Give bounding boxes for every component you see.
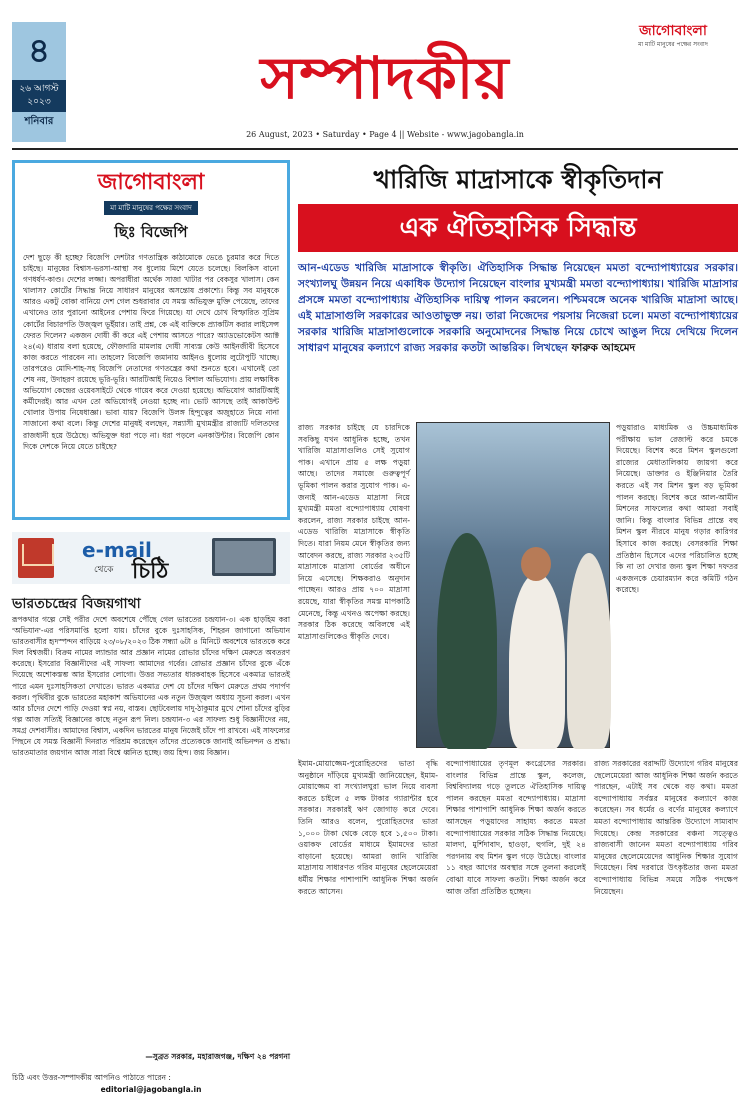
- page-number-tab: [12, 22, 66, 142]
- photo-figure-center: [509, 573, 565, 749]
- page-number: ৪: [27, 31, 51, 71]
- mailbox-icon: [18, 538, 54, 578]
- email-banner: [12, 532, 290, 584]
- masthead-text: সম্পাদকীয়: [260, 44, 510, 112]
- brand-tagline: মা মাটি মানুষের পক্ষের সংবাদ: [638, 41, 708, 48]
- article-headline: খারিজি মাদ্রাসাকে স্বীকৃতিদান: [373, 165, 663, 194]
- article-column-5: রাজ্য সরকারের বরাদ্দটি উদ্যোগে গরিব মানুষের ছেলেমেয়েরা আজ আধুনিক শিক্ষা অর্জন করতে পারছেন, এটাই সব থেকে বড় কথা। মমতা বন্দ্যোপাধ্যায় সর্বস্তর মানুষের কল্যাণে কাজ করেছেন। সব ধর্মের ও বর্ণের মানুষের কল্যাণে মমতা বন্দ্যোপাধ্যায় আন্তরিক উদ্যোগে সাম্যবাদ দিয়েছে। কেন্দ্র সরকারের বঞ্চনা সত্ত্বেও রাজ্যবাসী জানেন মমতা বন্দ্যোপাধ্যায় গরিব মানুষের ছেলেমেয়েদের আধুনিক শিক্ষার সুযোগ দিয়েছেন। বিশ্ব দরবারে উৎকৃষ্টতার জন্য মমতা বন্দ্যোপাধ্যায় বিভিন্ন সময়ে সঠিক পদক্ষেপ নিয়েছেন।: [594, 759, 738, 896]
- letter-signature: —সুব্রত সরকার, মহারাজগঞ্জ, দক্ষিণ ২৪ পরগনা: [145, 1052, 290, 1061]
- editorial-body: দেশ ছুড়ে কী হচ্ছে? বিজেপি দেশটার গণতান্ত্রিক কাঠামোকে ভেঙে চুরমার করে দিতে চাইছে। মানুষের বিশ্বাস-ভরসা-আস্থা সব ধুলোয় মিশে যেতে চলেছে। বিলকিস বানো গণধর্ষণ-কাণ্ড। দেশের লজ্জা। অপরাধীরা অর্থেক সাজা খাটার পর বেকসুর খালাস। কেন খালাস? কোর্টের সিদ্ধান্ত নিয়ে সাধারণ মানুষের অসন্তোষ প্রকাশ্যে। কিন্তু সব মানুষকে আরও একটু বোকা বানিয়ে দেশ গেল শুধরাবার যে সমস্ত অভিযুক্ত মুক্তি পেয়েছে, তাদের এখানেও তার পুরানো আইনের পেশায় ফিরে গিয়েছে। যা দেখে চোখ বিস্ফারিত সুপ্রিম কোর্টের বিচারপতি উজ্জ্বল ভূইঁয়ার। তাই প্রশ্ন, কে এই ব্যক্তিকে প্র্যাকটিস করার লাইসেন্স ফেরত দিলেন? একজন দোষী কী করে এই পেশায় আসতে পারে? অ্যাডভোকেটস অ্যাক্ট ২৪(এ) ধারায় বলা হয়েছে, ফৌজদারি মামলায় দোষী সাব্যস্ত কেউ আইনজীবী হিসেবে কাজ করতে পারবেন না। তাহলে? বিজেপি জমানায় আইনও ধুলোয় লুটোপুটি খাচ্ছে। তারপরেও মোদি-শাহ-সহ বিজেপি নেতাদের গণতন্ত্রের কথা শুনতে হবে। এখানেই তো শেষ নয়, উদাহরণ রয়েছে ভূরি-ভূরি। আরটিআই নিয়েও বিশাল অভিযোগ। প্রায় লক্ষাধিক অভিযোগ কেন্দ্রের ওয়েবসাইটে থেকে গায়েব করে দেওয়া হয়েছে। অভিযোগ আরটিআই কর্মীদেরই। আর এখন তো অভিযোগই নেওয়া হচ্ছে না। ভোট আসছে তাই আকাউন্ট খোলার উপায় নিষেধাজ্ঞা। ভাবা যায়? বিজেপি উলঙ্গ হিন্দুত্বের অজুহাতে নিয়ে নানা সাজানো কথা বলে। কিন্তু দেশের মানুষই বলছেন, সন্ন্যাসী মুখ্যমন্ত্রীর রাজ্যটি দলিতদের রাজধানী হয়ে উঠেছে। অভিযুক্ত ধরা পড়ে না। ধরা পড়লে এনকাউন্টার। বিজেপি কোন দিকে দেশকে নিয়ে যেতে চাইছে?: [23, 253, 279, 451]
- email-label: e-mail: [82, 538, 152, 562]
- left-column: [12, 160, 290, 1094]
- article-column-4: বন্দ্যোপাধ্যায়ের তৃণমূল কংগ্রেসের সরকার। বাংলার বিভিন্ন প্রান্তে স্কুল, কলেজ, বিশ্ববিদ্যালয় গড়ে তুলতে ঐতিহাসিক দায়িত্ব পালন করছেন মমতা বন্দ্যোপাধ্যায়। মাদ্রাসা শিক্ষার পাশাপাশি আধুনিক শিক্ষা অর্জন করতে আসছেন পড়ুয়াদের সাহায্য করতে মমতা বন্দ্যোপাধ্যায়ের সরকার সঠিক সিদ্ধান্ত নিয়েছে। মালদা, মুর্শিদাবাদ, হাওড়া, হুগলি, দুই ২৪ পরগনায় বহু মিশন স্কুল গড়ে উঠেছে। বাংলার ১১ বছর আগের অবস্থার সঙ্গে তুলনা করলেই বোঝা যাবে সাফল্য কতটা। শিক্ষা অর্জন করে আজ তাঁরা প্রতিষ্ঠিত হচ্ছেন।: [446, 759, 586, 896]
- brand-logo: [618, 22, 728, 49]
- editorial-title: ছিঃ বিজেপি: [114, 223, 188, 241]
- photo-figure-right: [567, 553, 611, 749]
- masthead-title: [170, 38, 600, 118]
- page-day: শনিবার: [24, 116, 54, 127]
- article-subheadline: এক ঐতিহাসিক সিদ্ধান্ত: [298, 204, 738, 252]
- article-author: ফারুক আহমেদ: [571, 342, 636, 354]
- letter-label: চিঠি: [132, 559, 169, 584]
- submission-email-link[interactable]: editorial@jagobangla.in: [100, 1085, 202, 1094]
- article-photo: [416, 422, 610, 748]
- editorial-box: [12, 160, 290, 520]
- article-lead-text: আন-এডেড খারিজি মাদ্রাসাকে স্বীকৃতি। ঐতিহাসিক সিদ্ধান্ত নিয়েছেন মমতা বন্দ্যোপাধ্যায়ের সরকার। সংখ্যালঘু উন্নয়ন নিয়ে একাধিক উদ্যোগ নিয়েছেন বাংলার মুখ্যমন্ত্রী মমতা বন্দ্যোপাধ্যায়। খারিজি মাদ্রাসার প্রসঙ্গে মমতা বন্দ্যোপাধ্যায় ঐতিহাসিক দায়িত্ব পালন করলেন। পশ্চিমবঙ্গে অনেক খারিজি মাদ্রাসা আছে। এই মাদ্রাসাগুলি সরকারের আওতাভুক্ত নয়। তারা নিজেদের পয়সায় নিজেরা চলে। মমতা বন্দ্যোপাধ্যায়ের সরকার খারিজি মাদ্রাসাগুলোকে সরকারি অনুমোদনের সিদ্ধান্ত নিয়ে চোখে আঙুল দিয়ে দেখিয়ে দিলেন সাধারণ মানুষের কল্যাণে রাজ্য সরকার কতটা আন্তরিক। লিখছেন: [298, 262, 738, 354]
- article-column-3: ইমাম-মোয়াজ্জেম-পুরোহিতদের ভাতা বৃদ্ধি অনুষ্ঠানে দাঁড়িয়ে মুখ্যমন্ত্রী জানিয়েছেন, ইমাম-মোয়াজ্জেম বা সংখ্যালঘুরা ভাল নিয়ে ব্যবসা করতে চাইলে ৫ লক্ষ টাকার গ্যারান্টার হবে সরকার। সরকারই ঋণ জোগাড় করে দেবে। তিনি আরও বলেন, পুরোহিতদের ভাতা ১,০০০ টাকা থেকে বেড়ে হবে ১,৫০০ টাকা। ওয়াকফ বোর্ডের মাধ্যমে ইমামদের ভাতা বাড়ানো হয়েছে। আমরা জানি খারিজি মাদ্রাসায় সাধারণত গরিব মানুষের ছেলেমেয়েরা ধর্মীয় শিক্ষার পাশাপাশি আধুনিক শিক্ষা অর্জন করতে আসেন।: [298, 759, 438, 896]
- article-lead: [298, 260, 738, 356]
- page-date: ২৬ আগস্ট ২০২৩: [12, 80, 66, 112]
- laptop-icon: [212, 538, 276, 576]
- article-column-2: পড়ুয়ারাও মাধ্যমিক ও উচ্চমাধ্যমিক পরীক্ষায় ভাল রেজাল্ট করে চমকে দিয়েছে। বিশেষ করে মিশন স্কুলগুলো রাজ্যের মেধাতালিকায় জায়গা করে নিয়েছে। ডাক্তার ও ইঞ্জিনিয়ার তৈরি করতে এই সব মিশন স্কুল বড় ভূমিকা পালন করছে। বিশেষ করে আল-আমীন মিশনের সাফল্যের কথা আমরা সবাই জানি। কিন্তু বাংলার বিভিন্ন প্রান্তে বহু মিশন স্কুল নীরবে মানুষ গড়ার কারিগর হিসাবে কাজ করছে। বেসরকারি শিক্ষা প্রতিষ্ঠান হিসেবে এদের পরিচালিত হচ্ছে কি না তা দেখার জন্য স্কুল শিক্ষা দফতর একজনকে চেয়ারম্যান করে কমিটি গঠন করেছে।: [616, 423, 738, 595]
- brand-name: জাগোবাংলা: [639, 23, 707, 39]
- email-from-label: থেকে: [94, 565, 114, 575]
- dateline: 26 August, 2023 • Saturday • Page 4 || Website - www.jagobangla.in: [246, 130, 524, 139]
- photo-figure-head: [521, 547, 551, 581]
- right-column: [298, 160, 738, 960]
- editorial-brand: [23, 169, 279, 215]
- editorial-brand-name: জাগোবাংলা: [97, 169, 205, 195]
- header-rule: [12, 148, 738, 150]
- letter-body: রূপকথার গল্পে সেই পরীর দেশে অবশেষে পৌঁছে গেল ভারতের চন্দ্রযান-৩। এক হাড়হিম করা 'অভিযান'-এর পরিসমাপ্তি হলো যায়। চাঁদের বুকে দুঃসাহসিক, শিহরন জাগানো অভিযান ভারতবাসীর হৃদস্পন্দন বাড়িয়ে ২৩/০৮/২০২৩ ঠিক সন্ধ্যা ৬টা ৪ মিনিটে অবশেষে ভারতকে করে দিল বিশ্বজয়ী। বিক্রম নামের ল্যান্ডার আর প্রজ্ঞান নামের রোভার চাঁদের দক্ষিণ মেরুতে অবতরণ করেছে। ইসরোর বিজ্ঞানীদের এই সাফল্য আমাদের গর্বের। রোভার প্রজ্ঞান চাঁদের বুকে এঁকে দিয়েছে অশোকস্তম্ভ আর ইসরোর লোগো। উত্তর সভ্যতার ধারকবাহক হিসেবে একমাত্র ভারতই পারে এমন দুঃসাহসিকতা দেখাতে। ভারত একমাত্র দেশ যে চাঁদের দক্ষিণ মেরুতে প্রথম পদার্পণ করল। পৃথিবীর বুকে ভারতের মহাকাশ অভিযানের এক নতুন উজ্জ্বল অধ্যায় সূচনা করল। এখন আর চাঁদের দেশে পাড়ি দেওয়া স্বপ্ন নয়, বাস্তব। ছোটবেলায় দাদু-ঠাকুমার মুখে শোনা চাঁদের বুড়ির গল্প আজ সত্যিই বিজ্ঞানের কাছে নতুন রূপ নিল। চন্দ্রযান-৩ এর সাফল্য শুধু বিজ্ঞানীদের নয়, সমগ্র দেশবাসীর। আমাদের বিশ্বাস, একদিন ভারতের মানুষ নিজেই চাঁদে পা রাখবে। এই সাফল্যের পিছনে যে সমস্ত বিজ্ঞানী দিনরাত পরিশ্রম করেছেন তাঁদের প্রত্যেককে জানাই অভিনন্দন ও শ্রদ্ধা। ভারতমাতার জয়গান আজ সারা বিশ্বে ধ্বনিত হচ্ছে। জয় হিন্দ। জয় বিজ্ঞান।: [12, 615, 290, 758]
- photo-figure-left: [437, 533, 497, 749]
- submission-note: [12, 1072, 290, 1096]
- editorial-brand-tagline: মা মাটি মানুষের পক্ষের সংবাদ: [104, 201, 198, 215]
- letter-title: ভারতচন্দ্রের বিজয়গাথা: [12, 596, 141, 612]
- article-column-1: রাজ্য সরকার চাইছে যে চারদিকে সবকিছু যখন আধুনিক হচ্ছে, তখন খারিজি মাদ্রাসাগুলিও সেই সুযোগ পাক। এখানে প্রায় ৫ লক্ষ পড়ুয়া আছে। তাদের সমাজে গুরুত্বপূর্ণ ভূমিকা পালন করার সুযোগ পাক। এ-জন্যই আন-এডেড মাদ্রাসা নিয়ে মুখ্যমন্ত্রী মমতা বন্দ্যোপাধ্যায় ঘোষণা করলেন, রাজ্য সরকার চাইছে আন-এডেড খারিজি মাদ্রাসাকে স্বীকৃতি দিতে। যারা নিয়ম মেনে স্বীকৃতির জন্য আবেদন করছে, রাজ্য সরকার ২৩৫টি মাদ্রাসাকে মাদ্রাসা বোর্ডের অধীনে নিয়ে এসেছে। শিক্ষকরাও অনুদান পাচ্ছেন। আরও প্রায় ৭০০ মাদ্রাসা রয়েছে, যারা স্বীকৃতির সমস্ত মাপকাঠি মেনেছে, কিন্তু এখনও অপেক্ষা করছে। সরকার ঠিক করেছে অবিলম্বে এই মাদ্রাসাগুলিকেও স্বীকৃতি দেবে।: [298, 423, 410, 641]
- submission-text: চিঠি এবং উত্তর-সম্পাদকীয় আপনিও পাঠাতে পারেন :: [12, 1073, 171, 1082]
